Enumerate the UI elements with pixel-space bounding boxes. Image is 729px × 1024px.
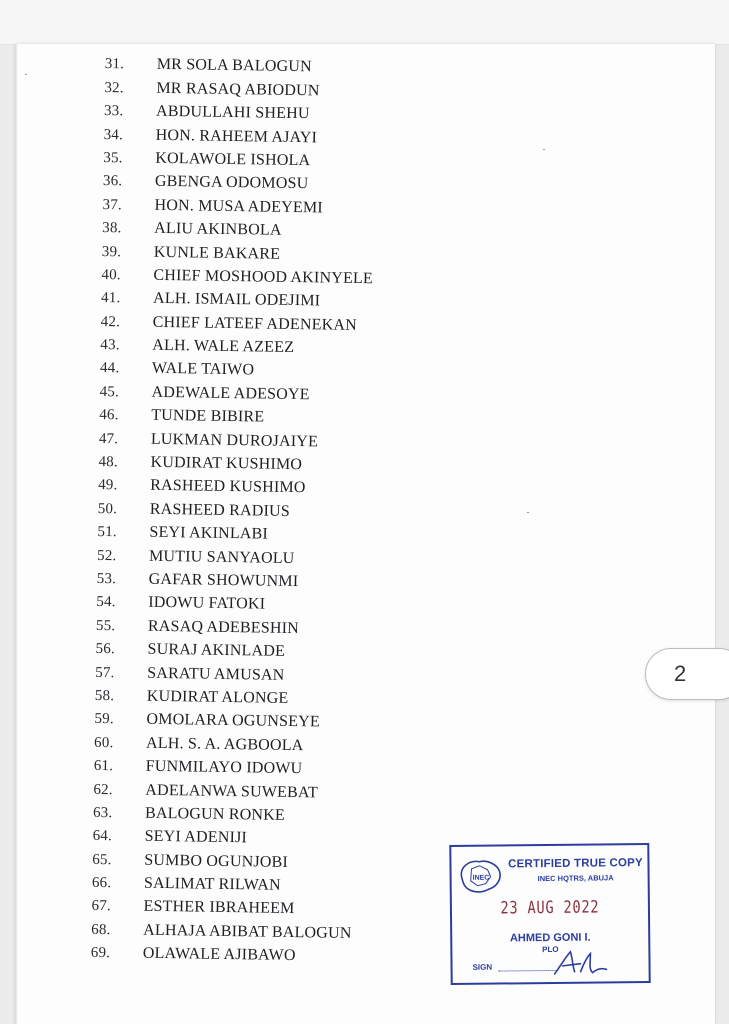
list-item-number: 33.: [103, 103, 124, 120]
list-item-number: 53.: [96, 570, 117, 588]
list-item-name: CHIEF MOSHOOD AKINYELE: [153, 266, 374, 288]
scan-speck: [527, 512, 529, 513]
list-item-name: KUDIRAT KUSHIMO: [150, 453, 303, 474]
list-item-number: 36.: [102, 173, 123, 190]
list-item-number: 67.: [91, 898, 112, 915]
stamp-subtitle: INEC HQTRS, ABUJA: [537, 873, 614, 884]
handwritten-signature: [550, 945, 610, 978]
list-item: [91, 939, 451, 968]
list-item-name: SURAJ AKINLADE: [147, 640, 286, 661]
list-item-number: 54.: [96, 594, 116, 611]
list-item-name: ALHAJA ABIBAT BALOGUN: [143, 921, 352, 942]
stamp-officer-name: AHMED GONI I.: [509, 931, 591, 945]
list-item-name: ABDULLAHI SHEHU: [155, 102, 310, 123]
list-item-number: 68.: [91, 921, 111, 939]
list-item-number: 51.: [97, 524, 117, 541]
stamp-officer-role: PLO: [542, 944, 559, 955]
list-item-number: 44.: [99, 360, 120, 377]
list-item-name: SEYI ADENIJI: [144, 828, 248, 847]
list-item-number: 32.: [104, 79, 124, 97]
list-item-number: 49.: [98, 477, 118, 494]
list-item-name: MR RASAQ ABIODUN: [156, 79, 320, 100]
list-item-number: 55.: [95, 617, 116, 634]
list-item-name: KOLAWOLE ISHOLA: [155, 149, 311, 170]
list-item-name: KUNLE BAKARE: [153, 243, 281, 263]
list-item-number: 52.: [96, 547, 117, 564]
list-item-number: 40.: [101, 266, 121, 284]
page-number-indicator[interactable]: [645, 648, 729, 700]
viewer-toolbar: [0, 0, 729, 45]
list-item-name: GAFAR SHOWUNMI: [148, 570, 299, 591]
list-item-number: 34.: [103, 126, 124, 143]
list-item-number: 35.: [103, 149, 123, 167]
list-item-name: SARATU AMUSAN: [147, 664, 285, 684]
list-item-number: 45.: [99, 383, 120, 401]
list-item-name: ALH. ISMAIL ODEJIMI: [152, 290, 321, 310]
list-item-name: BALOGUN RONKE: [144, 804, 286, 824]
list-item-name: SALIMAT RILWAN: [143, 874, 281, 894]
list-item-name: ESTHER IBRAHEEM: [143, 898, 295, 918]
list-item-number: 59.: [94, 711, 114, 728]
svg-text:INEC: INEC: [472, 874, 490, 882]
list-item-name: MR SOLA BALOGUN: [156, 56, 312, 76]
stamp-sign-line: [499, 970, 557, 972]
inec-logo-icon: [457, 856, 503, 896]
list-item-number: 41.: [100, 290, 121, 307]
list-item-number: 56.: [95, 641, 116, 658]
list-item-number: 48.: [98, 453, 119, 471]
list-item-name: KUDIRAT ALONGE: [146, 687, 289, 707]
certified-true-copy-stamp: [449, 843, 650, 985]
document-page[interactable]: [15, 44, 715, 1024]
list-item-number: 42.: [100, 313, 121, 330]
page-number-label: 2: [674, 661, 687, 686]
list-item-number: 38.: [102, 220, 122, 237]
list-item-name: GBENGA ODOMOSU: [154, 173, 309, 193]
list-item-name: IDOWU FATOKI: [148, 594, 266, 613]
list-item-name: ADEWALE ADESOYE: [151, 383, 310, 404]
list-item-number: 64.: [92, 828, 113, 845]
list-item-name: MUTIU SANYAOLU: [148, 547, 295, 567]
list-item-number: 63.: [92, 804, 113, 822]
delegate-name-list: [91, 50, 465, 968]
list-item-name: OLAWALE AJIBAWO: [142, 944, 296, 965]
list-item-name: CHIEF LATEEF ADENEKAN: [152, 313, 358, 334]
list-item-number: 39.: [101, 243, 122, 260]
list-item-number: 43.: [100, 337, 120, 354]
list-item-number: 65.: [92, 851, 112, 868]
list-item-name: RASAQ ADEBESHIN: [147, 617, 300, 637]
list-item-number: 46.: [99, 407, 119, 424]
list-item-number: 58.: [94, 687, 115, 705]
list-item-name: SUMBO OGUNJOBI: [144, 851, 289, 871]
list-item-name: ADELANWA SUWEBAT: [145, 781, 319, 801]
list-item-number: 66.: [91, 874, 112, 892]
list-item-number: 37.: [102, 196, 123, 214]
page-edge-shadow: [15, 44, 18, 1024]
list-item-name: HON. MUSA ADEYEMI: [154, 196, 323, 217]
stamp-sign-label: SIGN: [472, 962, 493, 972]
list-item-number: 60.: [93, 734, 114, 751]
list-item-number: 61.: [93, 758, 114, 775]
list-item-name: SEYI AKINLABI: [149, 523, 269, 543]
scan-speck: [25, 74, 27, 75]
list-item-name: WALE TAIWO: [151, 360, 255, 379]
list-item-number: 62.: [93, 781, 113, 798]
list-item-name: LUKMAN DUROJAIYE: [150, 430, 319, 451]
list-item-name: RASHEED RADIUS: [149, 500, 291, 520]
stamp-title: CERTIFIED TRUE COPY: [508, 857, 643, 871]
list-item-name: RASHEED KUSHIMO: [150, 477, 306, 497]
list-item-name: HON. RAHEEM AJAYI: [155, 126, 318, 146]
list-item-name: ALH. S. A. AGBOOLA: [145, 734, 304, 754]
list-item-number: 50.: [97, 500, 118, 518]
list-item-number: 31.: [104, 56, 125, 73]
list-item-name: OMOLARA OGUNSEYE: [146, 711, 321, 731]
list-item-name: ALH. WALE AZEEZ: [152, 336, 295, 357]
list-item-name: FUNMILAYO IDOWU: [145, 757, 303, 778]
list-item-number: 69.: [90, 945, 111, 962]
list-item-number: 47.: [98, 430, 119, 447]
stamp-date: 23 AUG 2022: [500, 897, 600, 919]
list-item-name: ALIU AKINBOLA: [154, 219, 282, 239]
list-item-number: 57.: [95, 664, 115, 681]
list-item-name: TUNDE BIBIRE: [151, 407, 265, 426]
scan-speck: [543, 149, 545, 150]
